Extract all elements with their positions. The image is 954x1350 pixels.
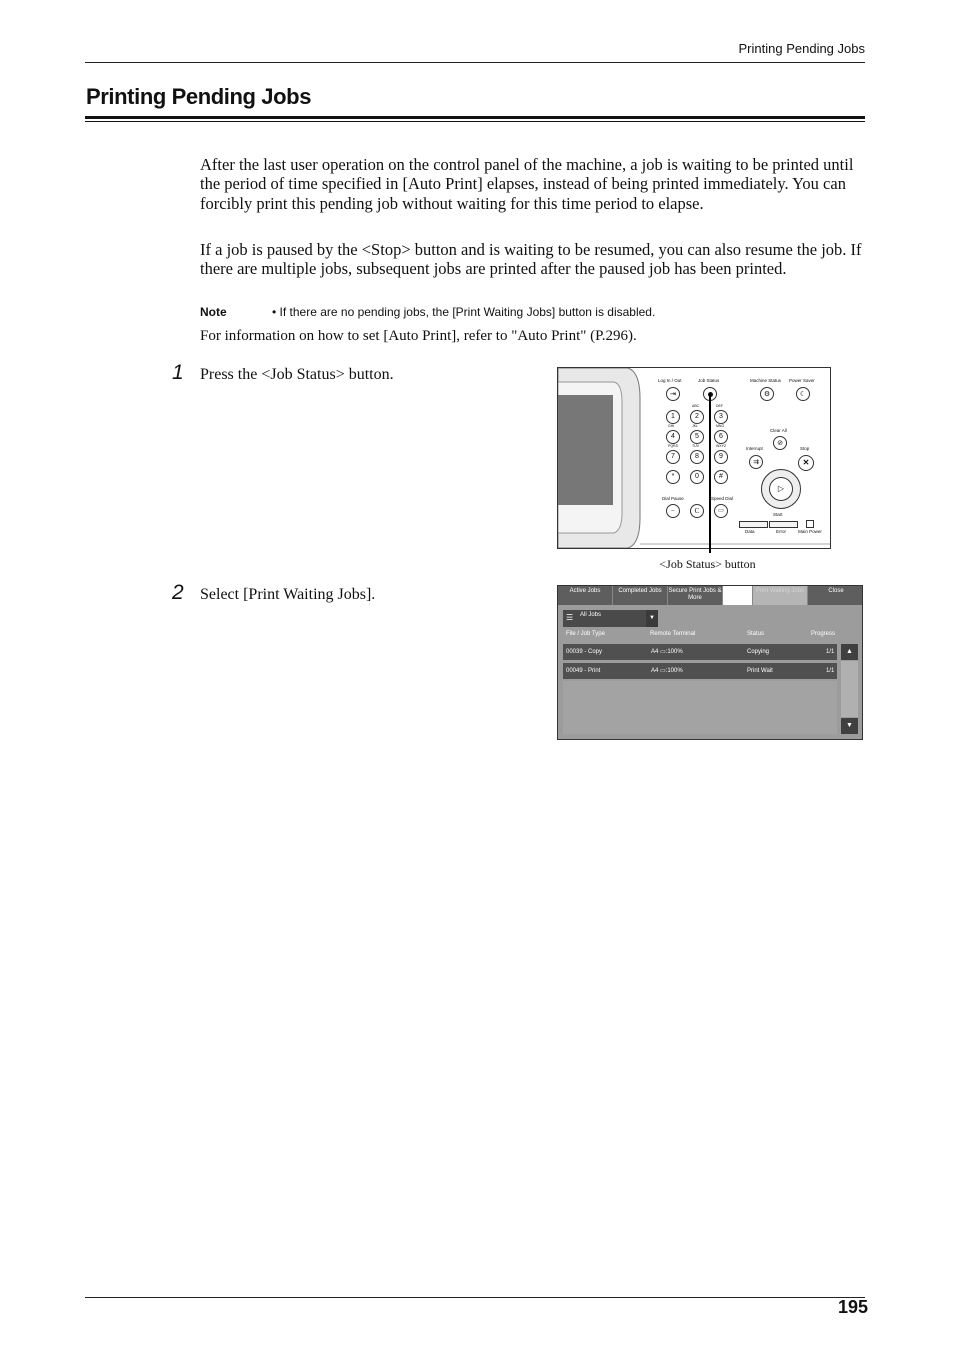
tab-print-waiting-jobs[interactable]: Print Waiting Jobs	[753, 586, 808, 605]
machine-status-label: Machine Status	[750, 378, 782, 383]
job-cell: 00039 - Copy	[566, 649, 603, 655]
tab-active-jobs[interactable]: Active Jobs	[558, 586, 613, 605]
power-saver-button[interactable]: ☾	[796, 387, 810, 401]
column-header: File / Job Type	[566, 631, 605, 637]
page-number: 195	[837, 1297, 868, 1317]
stop-button[interactable]: ✕	[798, 455, 814, 471]
table-row[interactable]	[563, 663, 837, 679]
section-title: Printing Pending Jobs	[86, 84, 312, 109]
note-label: Note	[200, 305, 227, 319]
data-label: Data	[745, 529, 755, 534]
terminal-cell: A4 ▭:100%	[651, 649, 683, 655]
step-text: Press the <Job Status> button.	[200, 366, 394, 383]
machine-status-button[interactable]: ⚙	[760, 387, 774, 401]
figure1-caption: <Job Status> button	[659, 557, 756, 571]
header-rule	[85, 62, 865, 63]
running-head: Printing Pending Jobs	[738, 41, 865, 56]
power-saver-label: Power Saver	[789, 378, 815, 383]
reference-paragraph: For information on how to set [Auto Print], refer to "Auto Print" (P.296).	[200, 328, 637, 344]
clear-c-button[interactable]: C	[690, 504, 704, 518]
dropdown-value: All Jobs	[580, 612, 602, 618]
column-header: Progress	[811, 631, 836, 637]
status-cell: Copying	[747, 649, 770, 655]
callout-line	[709, 393, 711, 553]
scroll-down-button[interactable]: ▼	[841, 718, 858, 734]
list-icon: ☰	[566, 613, 574, 622]
dial-pause-label: Dial Pause	[662, 496, 684, 501]
key-8[interactable]: TUV 8	[690, 450, 714, 464]
numeric-keypad	[666, 404, 740, 484]
progress-cell: 1/1	[826, 668, 835, 674]
speed-dial-button[interactable]: ▭	[714, 504, 728, 518]
note-text: • If there are no pending jobs, the [Print Waiting Jobs] button is disabled.	[272, 305, 656, 319]
key-4[interactable]: GHI 4	[666, 430, 690, 444]
tab-blank	[723, 586, 753, 605]
main-power-indicator	[806, 520, 814, 528]
main-power-label: Main Power	[798, 529, 822, 534]
column-header: Remote Terminal	[650, 631, 696, 637]
table-empty-area	[563, 681, 837, 734]
key-5[interactable]: JKL 5	[690, 430, 714, 444]
job-cell: 00049 - Print	[566, 668, 601, 674]
intro-paragraph: After the last user operation on the control panel of the machine, a job is waiting to be printed until the period of time specified in [Auto Print] elapses, instead of being printed immediately. You can forcibly print this pending job without waiting for this time period to elapse.	[200, 155, 854, 213]
clear-all-label: Clear All	[770, 428, 787, 433]
error-label: Error	[776, 529, 786, 534]
job-status-label: Job Status	[698, 378, 720, 383]
key-1[interactable]: 1	[666, 410, 690, 424]
key-9[interactable]: WXYZ 9	[714, 450, 738, 464]
progress-cell: 1/1	[826, 649, 835, 655]
job-status-screen	[557, 585, 863, 740]
login-label: Log In / Out	[658, 378, 682, 383]
tab-completed-jobs[interactable]: Completed Jobs	[613, 586, 668, 605]
stop-label: Stop	[800, 446, 810, 451]
key-star[interactable]: *	[666, 470, 690, 484]
key-0[interactable]: 0	[690, 470, 714, 484]
paused-job-paragraph: If a job is paused by the <Stop> button and is waiting to be resumed, you can also resume the job. If there are multiple jobs, subsequent jobs are printed after the paused job has been printed.	[200, 240, 862, 279]
step-text: Select [Print Waiting Jobs].	[200, 586, 376, 603]
chevron-down-icon: ▼	[646, 610, 658, 627]
key-6[interactable]: MNO 6	[714, 430, 738, 444]
table-row[interactable]	[563, 644, 837, 660]
key-7[interactable]: PQRS 7	[666, 450, 690, 464]
status-cell: Print Wait	[747, 668, 773, 674]
column-header: Status	[747, 631, 765, 637]
data-indicator	[739, 521, 768, 528]
step-number: 1	[172, 361, 184, 384]
start-button[interactable]: ▷	[761, 469, 801, 509]
scroll-up-button[interactable]: ▲	[841, 644, 858, 660]
key-3[interactable]: DEF 3	[714, 410, 738, 424]
footer-rule	[85, 1297, 865, 1298]
login-button[interactable]: ⇥	[666, 387, 680, 401]
job-filter-dropdown[interactable]	[563, 610, 658, 627]
title-rule-thin	[85, 121, 865, 122]
start-label: Start	[773, 512, 783, 517]
key-hash[interactable]: #	[714, 470, 738, 484]
dial-pause-button[interactable]: −	[666, 504, 680, 518]
step-number: 2	[172, 581, 184, 604]
terminal-cell: A4 ▭:100%	[651, 668, 683, 674]
error-indicator	[769, 521, 798, 528]
clear-all-button[interactable]: ⊘	[773, 436, 787, 450]
tab-secure-print-jobs[interactable]: Secure Print Jobs & More	[668, 586, 723, 605]
scrollbar[interactable]	[841, 661, 858, 717]
interrupt-button[interactable]: ⇉	[749, 455, 763, 469]
control-panel-figure	[557, 367, 831, 549]
interrupt-label: Interrupt	[746, 446, 763, 451]
close-button[interactable]: Close	[808, 586, 863, 605]
touch-screen	[558, 395, 613, 505]
speed-dial-label: Speed Dial	[711, 496, 734, 501]
title-rule	[85, 116, 865, 119]
key-2[interactable]: ABC 2	[690, 410, 714, 424]
